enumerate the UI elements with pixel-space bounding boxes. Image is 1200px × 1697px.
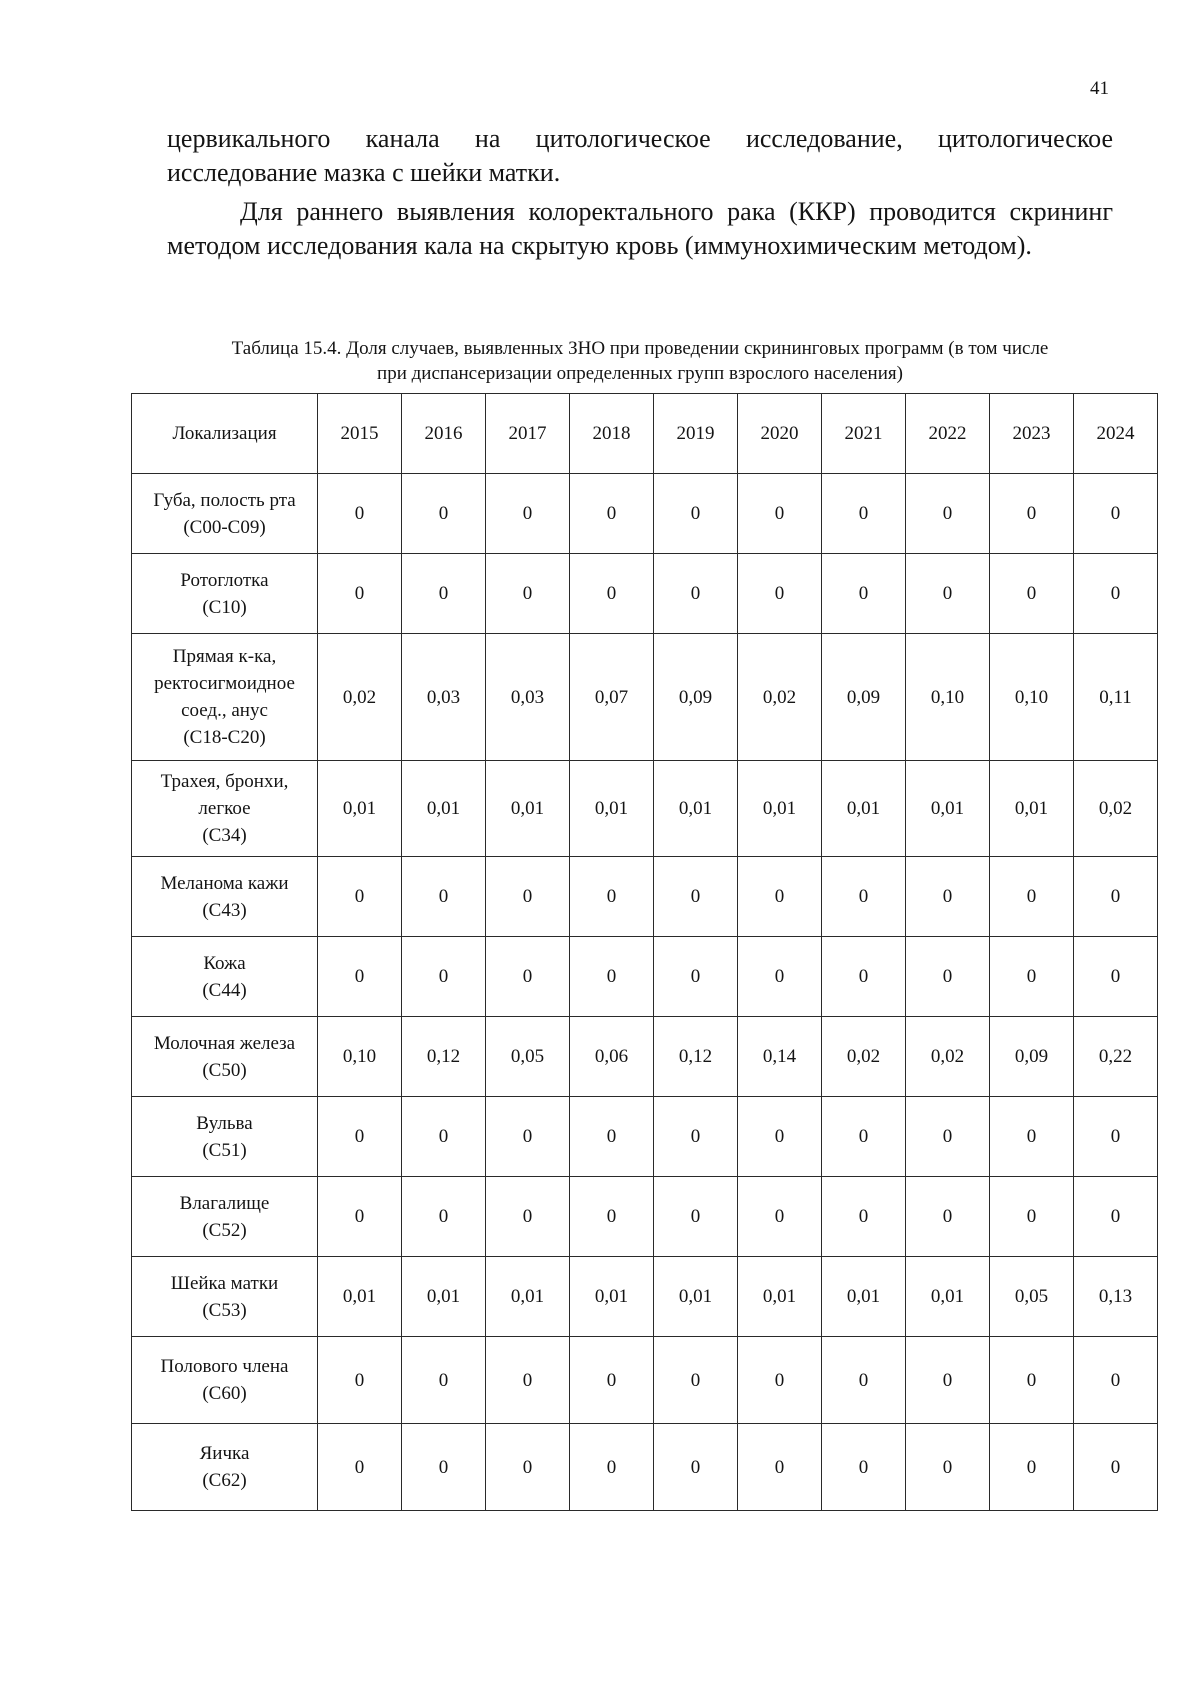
value-cell: 0 bbox=[990, 857, 1074, 937]
header-year: 2021 bbox=[822, 394, 906, 474]
location-label-line: (С43) bbox=[202, 899, 247, 921]
location-cell bbox=[132, 1424, 318, 1511]
value-cell: 0 bbox=[486, 1424, 570, 1511]
value-cell: 0 bbox=[822, 1424, 906, 1511]
value-cell: 0,02 bbox=[738, 634, 822, 761]
value-cell: 0 bbox=[990, 474, 1074, 554]
value-cell: 0 bbox=[990, 937, 1074, 1017]
value-cell: 0,10 bbox=[318, 1017, 402, 1097]
value-cell: 0,12 bbox=[402, 1017, 486, 1097]
header-year: 2015 bbox=[318, 394, 402, 474]
value-cell: 0,05 bbox=[486, 1017, 570, 1097]
value-cell: 0,12 bbox=[654, 1017, 738, 1097]
value-cell: 0 bbox=[486, 1097, 570, 1177]
location-label-line: (С51) bbox=[202, 1139, 247, 1161]
value-cell: 0 bbox=[318, 1097, 402, 1177]
location-label-line: (С53) bbox=[202, 1299, 247, 1321]
location-label-line: (С62) bbox=[202, 1470, 247, 1491]
value-cell: 0 bbox=[486, 554, 570, 634]
location-label-line: (С60) bbox=[202, 1383, 247, 1404]
value-cell: 0 bbox=[1074, 937, 1158, 1017]
paragraph-cervical: цервикального канала на цитологическое исследование, цитологическое исследование мазка с шейки матки. bbox=[167, 124, 1113, 187]
location-label-line: соед., анус bbox=[181, 700, 268, 721]
location-label-line: Трахея, бронхи, bbox=[160, 771, 289, 792]
table-caption-line-1: Таблица 15.4. Доля случаев, выявленных ЗНО при проведении скрининговых программ (в том числе bbox=[231, 338, 1049, 359]
value-cell: 0 bbox=[486, 1177, 570, 1257]
table-caption-line-2: при диспансеризации определенных групп взрослого населения) bbox=[377, 363, 903, 384]
location-label-line: Шейка матки bbox=[170, 1272, 279, 1294]
value-cell: 0 bbox=[906, 937, 990, 1017]
location-label-line: Яичка bbox=[199, 1443, 250, 1464]
value-cell: 0,02 bbox=[822, 1017, 906, 1097]
location-cell bbox=[132, 1017, 318, 1097]
value-cell: 0 bbox=[486, 857, 570, 937]
value-cell: 0 bbox=[318, 857, 402, 937]
value-cell: 0 bbox=[822, 937, 906, 1017]
value-cell: 0 bbox=[822, 1337, 906, 1424]
value-cell: 0 bbox=[906, 554, 990, 634]
value-cell: 0 bbox=[570, 857, 654, 937]
location-cell bbox=[132, 474, 318, 554]
value-cell: 0 bbox=[822, 554, 906, 634]
value-cell: 0 bbox=[1074, 1424, 1158, 1511]
table-row bbox=[132, 1017, 1158, 1097]
location-label-line: Влагалище bbox=[179, 1192, 270, 1214]
value-cell: 0 bbox=[1074, 1337, 1158, 1424]
value-cell: 0 bbox=[570, 937, 654, 1017]
location-cell bbox=[132, 857, 318, 937]
table-body bbox=[132, 474, 1158, 1511]
header-year: 2020 bbox=[738, 394, 822, 474]
value-cell: 0,01 bbox=[654, 761, 738, 857]
value-cell: 0 bbox=[570, 1177, 654, 1257]
value-cell: 0 bbox=[654, 554, 738, 634]
value-cell: 0 bbox=[738, 937, 822, 1017]
value-cell: 0,07 bbox=[570, 634, 654, 761]
value-cell: 0,01 bbox=[402, 761, 486, 857]
value-cell: 0 bbox=[654, 1337, 738, 1424]
location-label-line: (С34) bbox=[202, 825, 247, 846]
value-cell: 0,06 bbox=[570, 1017, 654, 1097]
value-cell: 0 bbox=[990, 1097, 1074, 1177]
value-cell: 0,01 bbox=[822, 761, 906, 857]
value-cell: 0 bbox=[570, 1424, 654, 1511]
table-row bbox=[132, 937, 1158, 1017]
value-cell: 0 bbox=[402, 1177, 486, 1257]
table-row bbox=[132, 1424, 1158, 1511]
value-cell: 0 bbox=[318, 1177, 402, 1257]
value-cell: 0 bbox=[318, 1337, 402, 1424]
location-label-line: легкое bbox=[198, 798, 251, 819]
table-row bbox=[132, 857, 1158, 937]
value-cell: 0 bbox=[402, 937, 486, 1017]
value-cell: 0 bbox=[402, 1424, 486, 1511]
value-cell: 0 bbox=[738, 554, 822, 634]
paragraph-colorectal: Для раннего выявления колоректального рака (ККР) проводится скрининг методом исследования кала на скрытую кровь (иммунохимическим методом). bbox=[167, 197, 1113, 260]
value-cell: 0 bbox=[402, 1337, 486, 1424]
value-cell: 0,14 bbox=[738, 1017, 822, 1097]
value-cell: 0,10 bbox=[990, 634, 1074, 761]
value-cell: 0,11 bbox=[1074, 634, 1158, 761]
table-row bbox=[132, 634, 1158, 761]
value-cell: 0 bbox=[1074, 857, 1158, 937]
value-cell: 0 bbox=[822, 857, 906, 937]
value-cell: 0 bbox=[1074, 554, 1158, 634]
value-cell: 0 bbox=[990, 1424, 1074, 1511]
value-cell: 0,01 bbox=[990, 761, 1074, 857]
value-cell: 0 bbox=[906, 474, 990, 554]
value-cell: 0,01 bbox=[318, 761, 402, 857]
page-number: 41 bbox=[1090, 78, 1109, 99]
value-cell: 0,01 bbox=[318, 1257, 402, 1337]
location-label-line: Ротоглотка bbox=[180, 569, 269, 591]
value-cell: 0 bbox=[738, 1424, 822, 1511]
value-cell: 0,01 bbox=[906, 761, 990, 857]
header-year: 2018 bbox=[570, 394, 654, 474]
value-cell: 0,01 bbox=[570, 761, 654, 857]
value-cell: 0 bbox=[318, 937, 402, 1017]
value-cell: 0,02 bbox=[906, 1017, 990, 1097]
value-cell: 0 bbox=[402, 474, 486, 554]
value-cell: 0 bbox=[402, 1097, 486, 1177]
location-label-line: Прямая к-ка, bbox=[172, 646, 277, 667]
table-row bbox=[132, 474, 1158, 554]
table-row bbox=[132, 1177, 1158, 1257]
value-cell: 0,09 bbox=[990, 1017, 1074, 1097]
value-cell: 0 bbox=[570, 474, 654, 554]
location-cell bbox=[132, 634, 318, 761]
value-cell: 0,05 bbox=[990, 1257, 1074, 1337]
value-cell: 0 bbox=[486, 474, 570, 554]
value-cell: 0 bbox=[318, 474, 402, 554]
value-cell: 0,01 bbox=[654, 1257, 738, 1337]
value-cell: 0 bbox=[570, 554, 654, 634]
value-cell: 0,01 bbox=[738, 761, 822, 857]
location-label-line: (С18-С20) bbox=[183, 727, 266, 748]
location-cell bbox=[132, 937, 318, 1017]
value-cell: 0 bbox=[654, 937, 738, 1017]
value-cell: 0,01 bbox=[822, 1257, 906, 1337]
value-cell: 0,09 bbox=[822, 634, 906, 761]
value-cell: 0 bbox=[318, 1424, 402, 1511]
value-cell: 0 bbox=[486, 1337, 570, 1424]
header-year: 2023 bbox=[990, 394, 1074, 474]
location-label-line: Полового члена bbox=[160, 1356, 289, 1377]
value-cell: 0 bbox=[570, 1097, 654, 1177]
value-cell: 0 bbox=[906, 1177, 990, 1257]
value-cell: 0 bbox=[654, 857, 738, 937]
value-cell: 0 bbox=[906, 857, 990, 937]
value-cell: 0,01 bbox=[570, 1257, 654, 1337]
value-cell: 0,01 bbox=[486, 761, 570, 857]
value-cell: 0 bbox=[1074, 1097, 1158, 1177]
location-cell bbox=[132, 761, 318, 857]
header-location: Локализация bbox=[132, 394, 318, 474]
value-cell: 0 bbox=[654, 1097, 738, 1177]
location-cell bbox=[132, 1177, 318, 1257]
table-row bbox=[132, 761, 1158, 857]
location-cell bbox=[132, 554, 318, 634]
value-cell: 0 bbox=[318, 554, 402, 634]
header-year: 2019 bbox=[654, 394, 738, 474]
value-cell: 0 bbox=[654, 1177, 738, 1257]
value-cell: 0 bbox=[738, 1177, 822, 1257]
value-cell: 0 bbox=[822, 474, 906, 554]
location-label-line: Меланома кажи bbox=[160, 872, 289, 894]
location-label-line: ректосигмоидное bbox=[154, 673, 295, 694]
location-label-line: (С44) bbox=[202, 979, 247, 1001]
value-cell: 0,13 bbox=[1074, 1257, 1158, 1337]
value-cell: 0 bbox=[738, 857, 822, 937]
value-cell: 0 bbox=[906, 1337, 990, 1424]
location-cell bbox=[132, 1337, 318, 1424]
value-cell: 0,01 bbox=[402, 1257, 486, 1337]
location-label-line: (С00-С09) bbox=[183, 516, 266, 538]
location-label-line: Губа, полость рта bbox=[153, 489, 296, 511]
value-cell: 0 bbox=[570, 1337, 654, 1424]
location-label-line: Кожа bbox=[203, 952, 246, 974]
header-year: 2024 bbox=[1074, 394, 1158, 474]
value-cell: 0 bbox=[822, 1177, 906, 1257]
value-cell: 0 bbox=[402, 857, 486, 937]
value-cell: 0 bbox=[738, 1097, 822, 1177]
value-cell: 0 bbox=[1074, 474, 1158, 554]
location-label-line: Молочная железа bbox=[153, 1032, 296, 1054]
table-row bbox=[132, 1337, 1158, 1424]
value-cell: 0,01 bbox=[906, 1257, 990, 1337]
table-header-row bbox=[132, 394, 1158, 474]
location-label-line: (С10) bbox=[202, 596, 247, 618]
value-cell: 0,09 bbox=[654, 634, 738, 761]
header-year: 2016 bbox=[402, 394, 486, 474]
value-cell: 0,10 bbox=[906, 634, 990, 761]
location-label-line: (С52) bbox=[202, 1219, 247, 1241]
value-cell: 0 bbox=[990, 554, 1074, 634]
value-cell: 0 bbox=[906, 1424, 990, 1511]
value-cell: 0,01 bbox=[738, 1257, 822, 1337]
table-caption bbox=[150, 336, 1130, 386]
table-row bbox=[132, 1097, 1158, 1177]
value-cell: 0 bbox=[654, 474, 738, 554]
table-row bbox=[132, 1257, 1158, 1337]
value-cell: 0 bbox=[990, 1177, 1074, 1257]
value-cell: 0,02 bbox=[1074, 761, 1158, 857]
value-cell: 0 bbox=[738, 1337, 822, 1424]
value-cell: 0 bbox=[990, 1337, 1074, 1424]
value-cell: 0,03 bbox=[486, 634, 570, 761]
value-cell: 0 bbox=[654, 1424, 738, 1511]
value-cell: 0 bbox=[486, 937, 570, 1017]
value-cell: 0 bbox=[402, 554, 486, 634]
value-cell: 0 bbox=[1074, 1177, 1158, 1257]
value-cell: 0,02 bbox=[318, 634, 402, 761]
screening-table bbox=[131, 393, 1158, 1511]
table-row bbox=[132, 554, 1158, 634]
header-year: 2022 bbox=[906, 394, 990, 474]
location-label-line: (С50) bbox=[202, 1059, 247, 1081]
value-cell: 0,22 bbox=[1074, 1017, 1158, 1097]
header-year: 2017 bbox=[486, 394, 570, 474]
location-cell bbox=[132, 1257, 318, 1337]
location-cell bbox=[132, 1097, 318, 1177]
value-cell: 0 bbox=[738, 474, 822, 554]
location-label-line: Вульва bbox=[196, 1112, 253, 1134]
value-cell: 0 bbox=[906, 1097, 990, 1177]
value-cell: 0,01 bbox=[486, 1257, 570, 1337]
value-cell: 0 bbox=[822, 1097, 906, 1177]
value-cell: 0,03 bbox=[402, 634, 486, 761]
